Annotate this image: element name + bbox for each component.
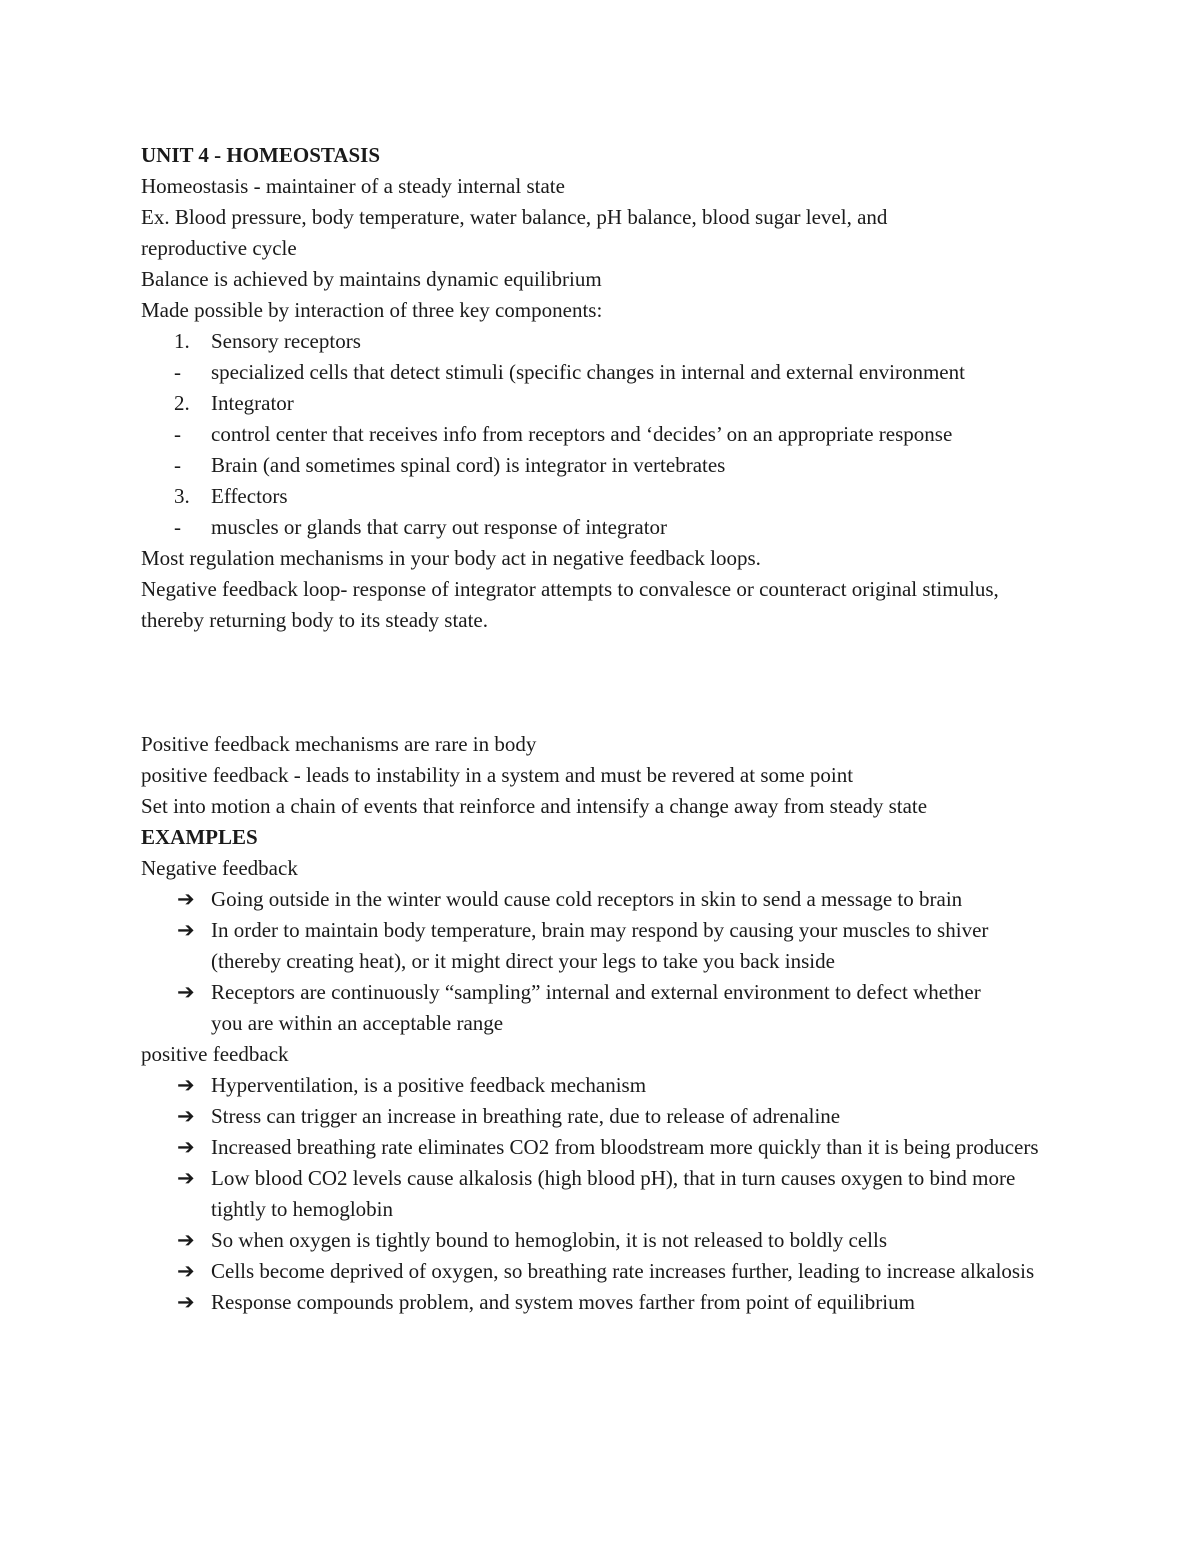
- positive-example-5: [141, 1225, 1091, 1256]
- intro-line-3: Balance is achieved by maintains dynamic equilibrium: [141, 267, 602, 291]
- example-text: Going outside in the winter would cause cold receptors in skin to send a message to brain: [211, 887, 963, 911]
- component-text: Integrator: [211, 391, 294, 415]
- arrow-icon: ➔: [177, 918, 195, 942]
- negative-heading: Negative feedback: [141, 856, 298, 880]
- component-item-2: [141, 388, 1091, 419]
- positive-example-1: [141, 1070, 1091, 1101]
- arrow-icon: ➔: [177, 1228, 195, 1252]
- positive-heading: positive feedback: [141, 1042, 289, 1066]
- component-detail-text: Brain (and sometimes spinal cord) is integrator in vertebrates: [211, 453, 726, 477]
- component-detail-3: [141, 450, 1091, 481]
- negative-example-3: [141, 977, 1091, 1039]
- positive-intro-3: Set into motion a chain of events that reinforce and intensify a change away from steady state: [141, 794, 928, 818]
- intro-line-2: Ex. Blood pressure, body temperature, water balance, pH balance, blood sugar level, and reproductive cycle: [141, 205, 888, 260]
- intro-line-4: Made possible by interaction of three key components:: [141, 298, 603, 322]
- list-dash: -: [174, 515, 181, 539]
- component-item-1: [141, 326, 1091, 357]
- arrow-icon: ➔: [177, 1290, 195, 1314]
- section-spacer: [141, 636, 1091, 729]
- component-detail-text: control center that receives info from receptors and ‘decides’ on an appropriate response: [211, 422, 953, 446]
- arrow-icon: ➔: [177, 1135, 195, 1159]
- arrow-icon: ➔: [177, 1259, 195, 1283]
- negative-example-1: [141, 884, 1091, 915]
- negative-example-2: [141, 915, 1091, 977]
- positive-intro-1: Positive feedback mechanisms are rare in body: [141, 732, 537, 756]
- example-text: Stress can trigger an increase in breathing rate, due to release of adrenaline: [211, 1104, 841, 1128]
- component-detail-text: specialized cells that detect stimuli (specific changes in internal and external environment: [211, 360, 965, 384]
- arrow-icon: ➔: [177, 1073, 195, 1097]
- component-text: Effectors: [211, 484, 288, 508]
- list-dash: -: [174, 453, 181, 477]
- list-number: 3.: [174, 484, 190, 508]
- intro-line-1: Homeostasis - maintainer of a steady internal state: [141, 174, 565, 198]
- example-text: Low blood CO2 levels cause alkalosis (high blood pH), that in turn causes oxygen to bind more tightly to hemoglobin: [211, 1166, 1016, 1221]
- component-detail-4: [141, 512, 1091, 543]
- arrow-icon: ➔: [177, 1166, 195, 1190]
- list-number: 2.: [174, 391, 190, 415]
- positive-example-7: [141, 1287, 1091, 1318]
- document-page: [141, 140, 1091, 1318]
- example-text: Cells become deprived of oxygen, so breathing rate increases further, leading to increase alkalosis: [211, 1259, 1035, 1283]
- component-detail-1: [141, 357, 1091, 388]
- arrow-icon: ➔: [177, 1104, 195, 1128]
- example-text: So when oxygen is tightly bound to hemoglobin, it is not released to boldly cells: [211, 1228, 888, 1252]
- arrow-icon: ➔: [177, 887, 195, 911]
- example-text: Receptors are continuously “sampling” internal and external environment to defect whether you are within an acceptable range: [211, 980, 981, 1035]
- component-text: Sensory receptors: [211, 329, 361, 353]
- example-text: In order to maintain body temperature, brain may respond by causing your muscles to shiver (thereby creating heat), or it might direct your legs to take you back inside: [211, 918, 989, 973]
- examples-heading: EXAMPLES: [141, 825, 258, 849]
- list-number: 1.: [174, 329, 190, 353]
- negative-intro-1: Most regulation mechanisms in your body act in negative feedback loops.: [141, 546, 761, 570]
- positive-example-6: [141, 1256, 1091, 1287]
- component-detail-2: [141, 419, 1091, 450]
- example-text: Response compounds problem, and system moves farther from point of equilibrium: [211, 1290, 915, 1314]
- component-item-3: [141, 481, 1091, 512]
- negative-intro-2: Negative feedback loop- response of integrator attempts to convalesce or counteract original stimulus, thereby returning body to its steady state.: [141, 577, 999, 632]
- component-detail-text: muscles or glands that carry out response of integrator: [211, 515, 668, 539]
- list-dash: -: [174, 422, 181, 446]
- arrow-icon: ➔: [177, 980, 195, 1004]
- positive-example-2: [141, 1101, 1091, 1132]
- list-dash: -: [174, 360, 181, 384]
- document-title: UNIT 4 - HOMEOSTASIS: [141, 143, 381, 167]
- example-text: Hyperventilation, is a positive feedback mechanism: [211, 1073, 647, 1097]
- positive-example-3: [141, 1132, 1091, 1163]
- positive-intro-2: positive feedback - leads to instability in a system and must be revered at some point: [141, 763, 854, 787]
- example-text: Increased breathing rate eliminates CO2 from bloodstream more quickly than it is being producers: [211, 1135, 1039, 1159]
- positive-example-4: [141, 1163, 1091, 1225]
